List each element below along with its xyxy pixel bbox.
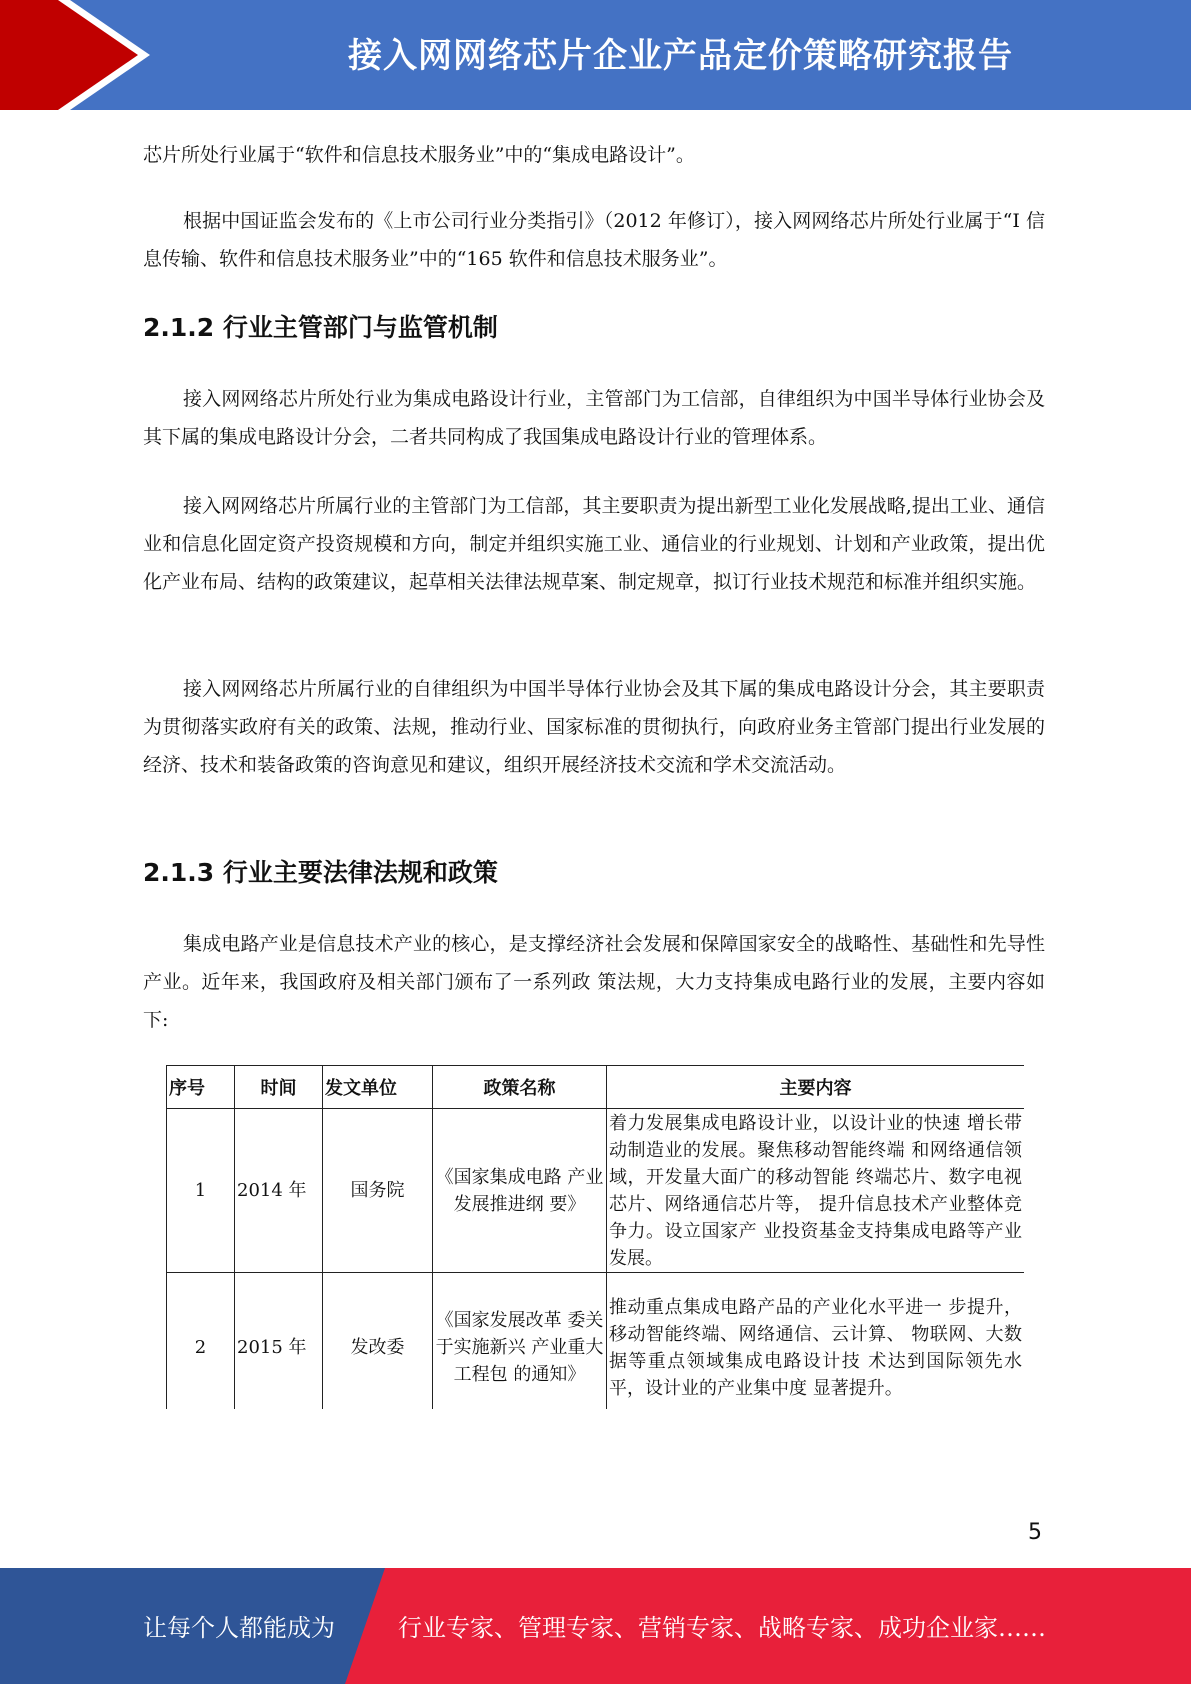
body-text-block-6: [143, 925, 1045, 1039]
paragraph-1: 芯片所处行业属于“软件和信息技术服务业”中的“集成电路设计”。: [143, 144, 695, 166]
cell-policy-name: 《国家发展改革 委关于实施新兴 产业重大工程包 的通知》: [433, 1273, 607, 1410]
cell-date: 2015 年: [235, 1273, 323, 1410]
col-header-content: 主要内容: [607, 1066, 1025, 1109]
cell-issuer: 发改委: [323, 1273, 433, 1410]
cell-no: 1: [167, 1109, 235, 1273]
table-row: [167, 1109, 1025, 1273]
footer-slogan-left: 让每个人都能成为: [143, 1614, 335, 1642]
paragraph-2: 根据中国证监会发布的《上市公司行业分类指引》（2012 年修订），接入网网络芯片所处行业属于“I 信息传输、软件和信息技术服务业”中的“165 软件和信息技术服务业”。: [143, 210, 1045, 270]
body-text-block-1: [143, 136, 1045, 174]
section-heading-2-1-3-wrap: [143, 853, 1045, 889]
cell-no: 2: [167, 1273, 235, 1410]
header-banner: [0, 0, 1191, 110]
cell-date: 2014 年: [235, 1109, 323, 1273]
col-header-no: 序号: [167, 1066, 235, 1109]
paragraph-5: 接入网网络芯片所属行业的自律组织为中国半导体行业协会及其下属的集成电路设计分会，其主要职责为贯彻落实政府有关的政策、法规，推动行业、国家标准的贯彻执行，向政府业务主管部门提出行业发展的经济、技术和装备政策的咨询意见和建议，组织开展经济技术交流和学术交流活动。: [143, 678, 1045, 776]
cell-issuer: 国务院: [323, 1109, 433, 1273]
col-header-issuer: 发文单位: [323, 1066, 433, 1109]
paragraph-4: 接入网网络芯片所属行业的主管部门为工信部，其主要职责为提出新型工业化发展战略,提出工业、通信业和信息化固定资产投资规模和方向，制定并组织实施工业、通信业的行业规划、计划和产业政策，提出优化产业布局、结构的政策建议，起草相关法律法规草案、制定规章，拟订行业技术规范和标准并组织实施。: [143, 495, 1045, 593]
col-header-policy-name: 政策名称: [433, 1066, 607, 1109]
footer-slogan-right: 行业专家、管理专家、营销专家、战略专家、成功企业家……: [398, 1614, 1046, 1642]
body-text-block-3: [143, 380, 1045, 456]
cell-content: 着力发展集成电路设计业，以设计业的快速 增长带动制造业的发展。聚焦移动智能终端 和网络通信领域，开发量大面广的移动智能 终端芯片、数字电视芯片、网络通信芯片等， 提升信息技术产业整体竞争力。设立国家产 业投资基金支持集成电路等产业发展。: [607, 1109, 1025, 1273]
policy-table: [166, 1065, 1024, 1409]
body-text-block-2: [143, 202, 1045, 278]
body-text-block-4: [143, 487, 1045, 601]
paragraph-3: 接入网网络芯片所处行业为集成电路设计行业，主管部门为工信部，自律组织为中国半导体行业协会及其下属的集成电路设计分会，二者共同构成了我国集成电路设计行业的管理体系。: [143, 388, 1045, 448]
red-chevron-icon: [0, 0, 160, 110]
report-title: 接入网网络芯片企业产品定价策略研究报告: [348, 36, 1013, 76]
cell-content: 推动重点集成电路产品的产业化水平进一 步提升，移动智能终端、网络通信、云计算、 物联网、大数据等重点领域集成电路设计技 术达到国际领先水平，设计业的产业集中度 显著提升。: [607, 1273, 1025, 1410]
cell-policy-name: 《国家集成电路 产业发展推进纲 要》: [433, 1109, 607, 1273]
table-row: [167, 1273, 1025, 1410]
page-number: 5: [1028, 1520, 1042, 1545]
col-header-date: 时间: [235, 1066, 323, 1109]
section-heading-2-1-3: 2.1.3 行业主要法律法规和政策: [143, 858, 498, 887]
section-heading-2-1-2-wrap: [143, 308, 1045, 344]
policy-table-wrapper: [166, 1065, 1024, 1409]
body-text-block-5: [143, 670, 1045, 784]
table-header-row: [167, 1066, 1025, 1109]
section-heading-2-1-2: 2.1.2 行业主管部门与监管机制: [143, 313, 498, 342]
footer-banner: [0, 1568, 1191, 1684]
paragraph-6: 集成电路产业是信息技术产业的核心，是支撑经济社会发展和保障国家安全的战略性、基础性和先导性产业。近年来，我国政府及相关部门颁布了一系列政 策法规，大力支持集成电路行业的发展，主要内容如下:: [143, 933, 1045, 1031]
